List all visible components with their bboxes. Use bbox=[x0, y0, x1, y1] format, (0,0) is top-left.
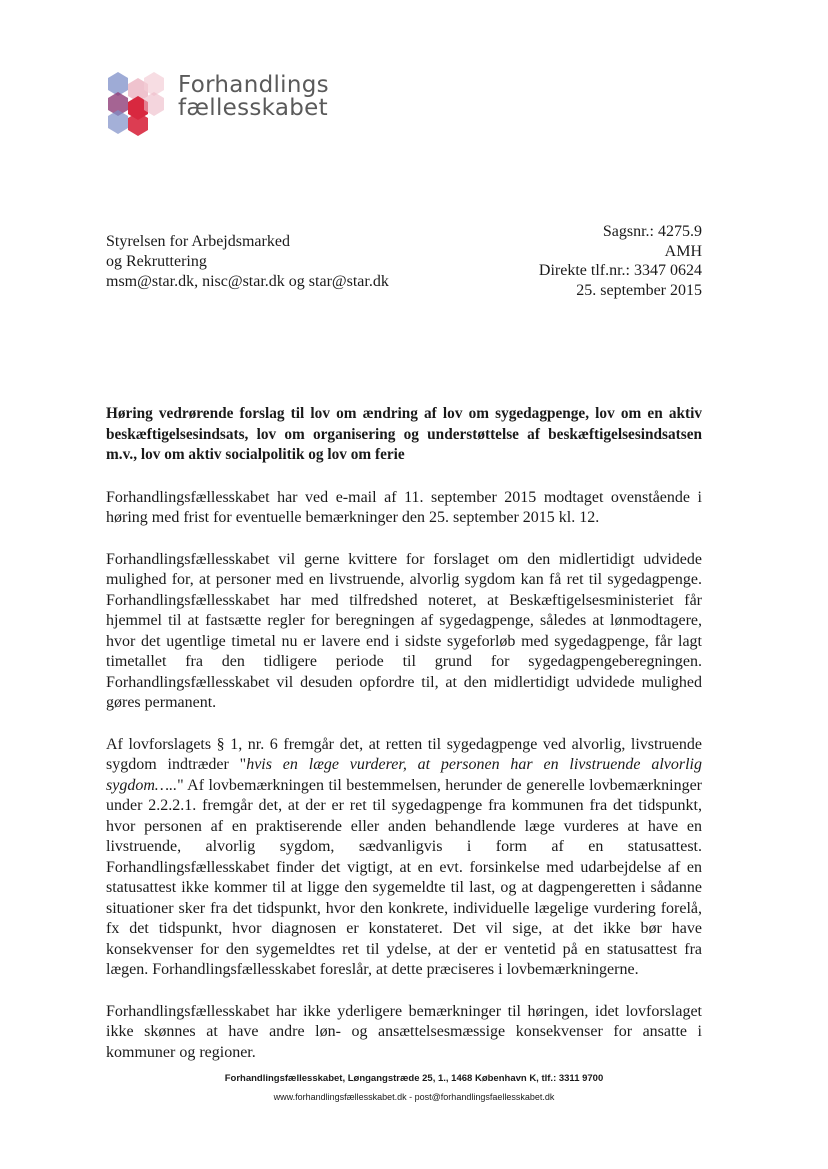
paragraph-3-rest: " Af lovbemærkningen til bestemmelsen, herunder de generelle lovbemærkninger under 2.2.2.1. fremgår det, at der er ret til sygedagpenge fra kommunen fra det tidspunkt, hvor personen af en praktiserende eller anden behandlende læge vurderes at have en livstruende, alvorlig sygdom, sædvanligvis i form af en statusattest. Forhandlingsfællesskabet finder det vigtigt, at en evt. forsinkelse med udarbejdelse af en statusattest ikke kommer til at ligge den sygemeldte til last, og at dagpengeretten i sådanne situationer sker fra det tidspunkt, hvor den konkrete, individuelle lægelige vurdering forelå, fx det tidspunkt, hvor diagnosen er konstateret. Det vil sige, at det ikke bør have konsekvenser for den sygemeldtes ret til ydelse, at der er ventetid på en statusattest fra lægen. Forhandlingsfællesskabet foreslår, at dette præciseres i lovbemærkningerne. bbox=[106, 776, 702, 978]
paragraph-3-intro: Af lovforslagets § 1, nr. 6 fremgår det, at retten til sygedagpenge ved alvorlig, livstruende sygdom indtræder " bbox=[106, 735, 702, 773]
recipient-emails: msm@star.dk, nisc@star.dk og star@star.dk bbox=[106, 273, 389, 290]
paragraph-1: Forhandlingsfællesskabet har ved e-mail af 11. september 2015 modtaget ovenstående i høring med frist for eventuelle bemærkninger den 25. september 2015 kl. 12. bbox=[106, 488, 702, 526]
logo-line-2: fællesskabet bbox=[178, 95, 328, 121]
paragraph-3-quote: hvis en læge vurderer, at personen har en livstruende alvorlig sygdom….. bbox=[106, 756, 702, 794]
logo-wordmark bbox=[178, 74, 329, 120]
recipient-address bbox=[106, 232, 389, 292]
letter-body bbox=[106, 404, 702, 1084]
recipient-line-1: Styrelsen for Arbejdsmarked bbox=[106, 233, 290, 250]
letter-meta bbox=[539, 222, 702, 300]
paragraph-2: Forhandlingsfællesskabet vil gerne kvittere for forslaget om den midlertidigt udvidede mulighed for, at personer med en livstruende, alvorlig sygdom kan få ret til sygedagpenge. Forhandlingsfællesskabet har med tilfredshed noteret, at Beskæftigelsesministeriet får hjemmel til at fastsætte regler for beregningen af sygedagpenge, således at lønmodtagere, hvor det ugentlige timetal nu er lavere end i sidste sygeforløb med sygedagpenge, får lagt timetallet fra den tidligere periode til grund for sygedagpengeberegningen. Forhandlingsfællesskabet vil desuden opfordre til, at den midlertidigt udvidede mulighed gøres permanent. bbox=[106, 550, 702, 711]
paragraph-4: Forhandlingsfællesskabet har ikke yderligere bemærkninger til høringen, idet lovforslaget ikke skønnes at have andre løn- og ansættelsesmæssige konsekvenser for ansatte i kommuner og regioner. bbox=[106, 1002, 702, 1061]
organization-logo-icon bbox=[104, 70, 166, 136]
letter-subject: Høring vedrørende forslag til lov om ændring af lov om sygedagpenge, lov om en aktiv beskæftigelsesindsats, lov om organisering og understøttelse af beskæftigelsesindsatsen m.v., lov om aktiv socialpolitik og lov om ferie bbox=[106, 405, 702, 463]
paragraph-3 bbox=[106, 735, 702, 981]
case-number: Sagsnr.: 4275.9 bbox=[602, 223, 702, 240]
logo-line-1: Forhandlings bbox=[178, 72, 329, 98]
footer-address: Forhandlingsfællesskabet, Løngangstræde 25, 1., 1468 København K, tlf.: 3311 9700 bbox=[224, 1073, 604, 1084]
direct-phone: Direkte tlf.nr.: 3347 0624 bbox=[538, 262, 702, 279]
recipient-line-2: og Rekruttering bbox=[106, 253, 207, 270]
letter-date: 25. september 2015 bbox=[576, 281, 702, 299]
sender-initials: AMH bbox=[664, 242, 702, 260]
footer-web-email: www.forhandlingsfællesskabet.dk - post@forhandlingsfaellesskabet.dk bbox=[273, 1092, 555, 1102]
